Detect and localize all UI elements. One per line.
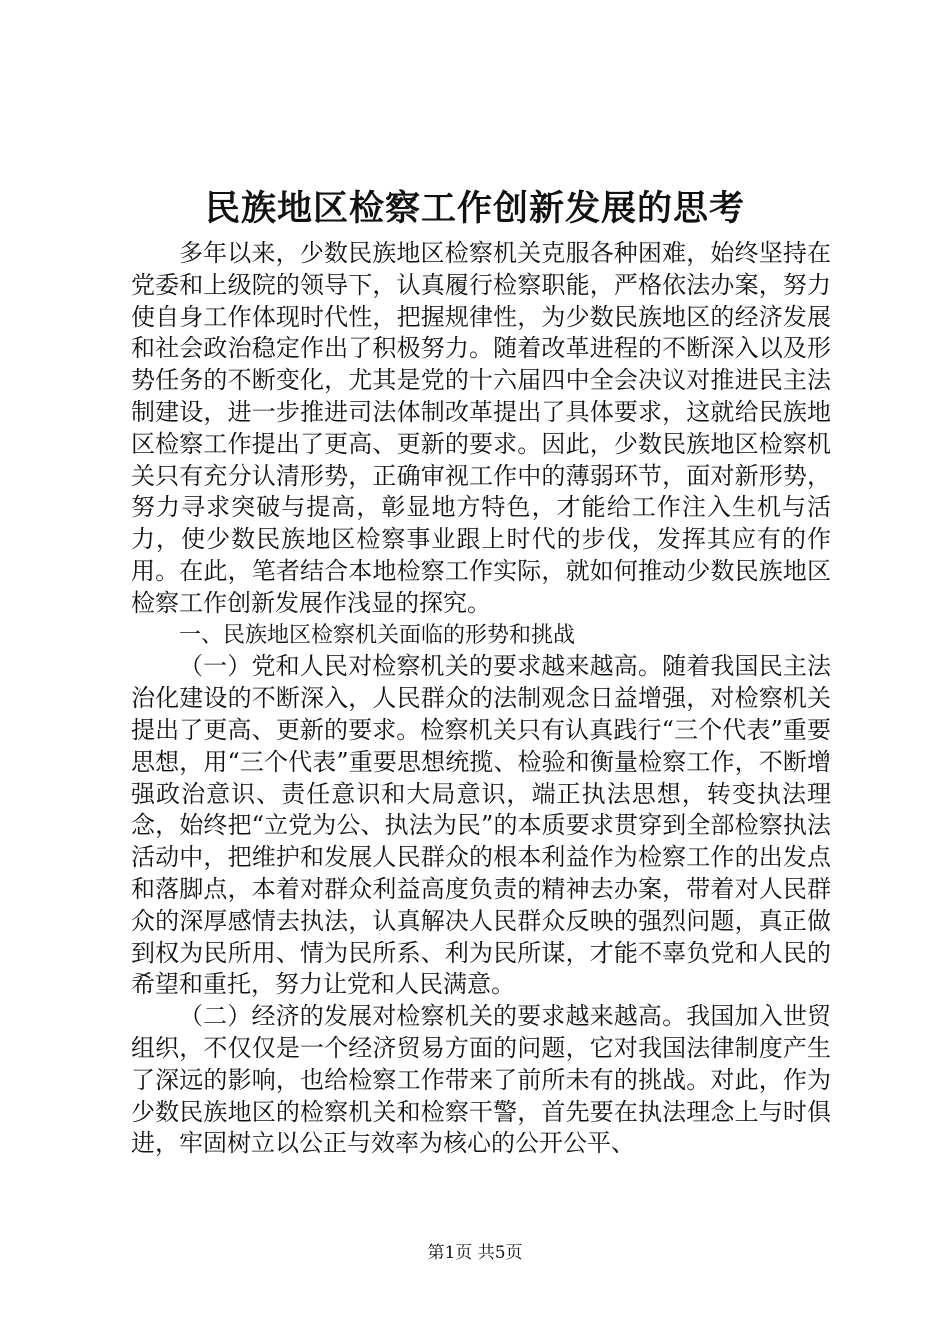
subsection-1-paragraph: （一）党和人民对检察机关的要求越来越高。随着我国民主法治化建设的不断深入，人民群众的法制观念日益增强，对检察机关提出了更高、更新的要求。检察机关只有认真践行“三个代表”重要思想，用“三个代表”重要思想统揽、检验和衡量检察工作，不断增强政治意识、责任意识和大局意识，端正执法思想，转变执法理念，始终把“立党为公、执法为民”的本质要求贯穿到全部检察执法活动中，把维护和发展人民群众的根本利益作为检察工作的出发点和落脚点，本着对群众利益高度负责的精神去办案，带着对人民群众的深厚感情去执法，认真解决人民群众反映的强烈问题，真正做到权为民所用、情为民所系、利为民所谋，才能不辜负党和人民的希望和重托，努力让党和人民满意。	[131, 652, 831, 999]
page-footer: 第1页 共5页	[427, 1243, 523, 1263]
intro-paragraph: 多年以来，少数民族地区检察机关克服各种困难，始终坚持在党委和上级院的领导下，认真履行检察职能，严格依法办案，努力使自身工作体现时代性，把握规律性，为少数民族地区的经济发展和社会政治稳定作出了积极努力。随着改革进程的不断深入以及形势任务的不断变化，尤其是党的十六届四中全会决议对推进民主法制建设，进一步推进司法体制改革提出了具体要求，这就给民族地区检察工作提出了更高、更新的要求。因此，少数民族地区检察机关只有充分认清形势，正确审视工作中的薄弱环节，面对新形势，努力寻求突破与提高，彰显地方特色，才能给工作注入生机与活力，使少数民族地区检察事业跟上时代的步伐，发挥其应有的作用。在此，笔者结合本地检察工作实际，就如何推动少数民族地区检察工作创新发展作浅显的探究。	[131, 239, 831, 617]
document-title: 民族地区检察工作创新发展的思考	[204, 188, 745, 229]
document-body	[131, 238, 831, 1160]
section-heading: 一、民族地区检察机关面临的形势和挑战	[179, 622, 576, 648]
subsection-2-paragraph: （二）经济的发展对检察机关的要求越来越高。我国加入世贸组织，不仅仅是一个经济贸易方面的问题，它对我国法律制度产生了深远的影响，也给检察工作带来了前所未有的挑战。对此，作为少数民族地区的检察机关和检察干警，首先要在执法理念上与时俱进，牢固树立以公正与效率为核心的公开公平、	[131, 1002, 831, 1158]
